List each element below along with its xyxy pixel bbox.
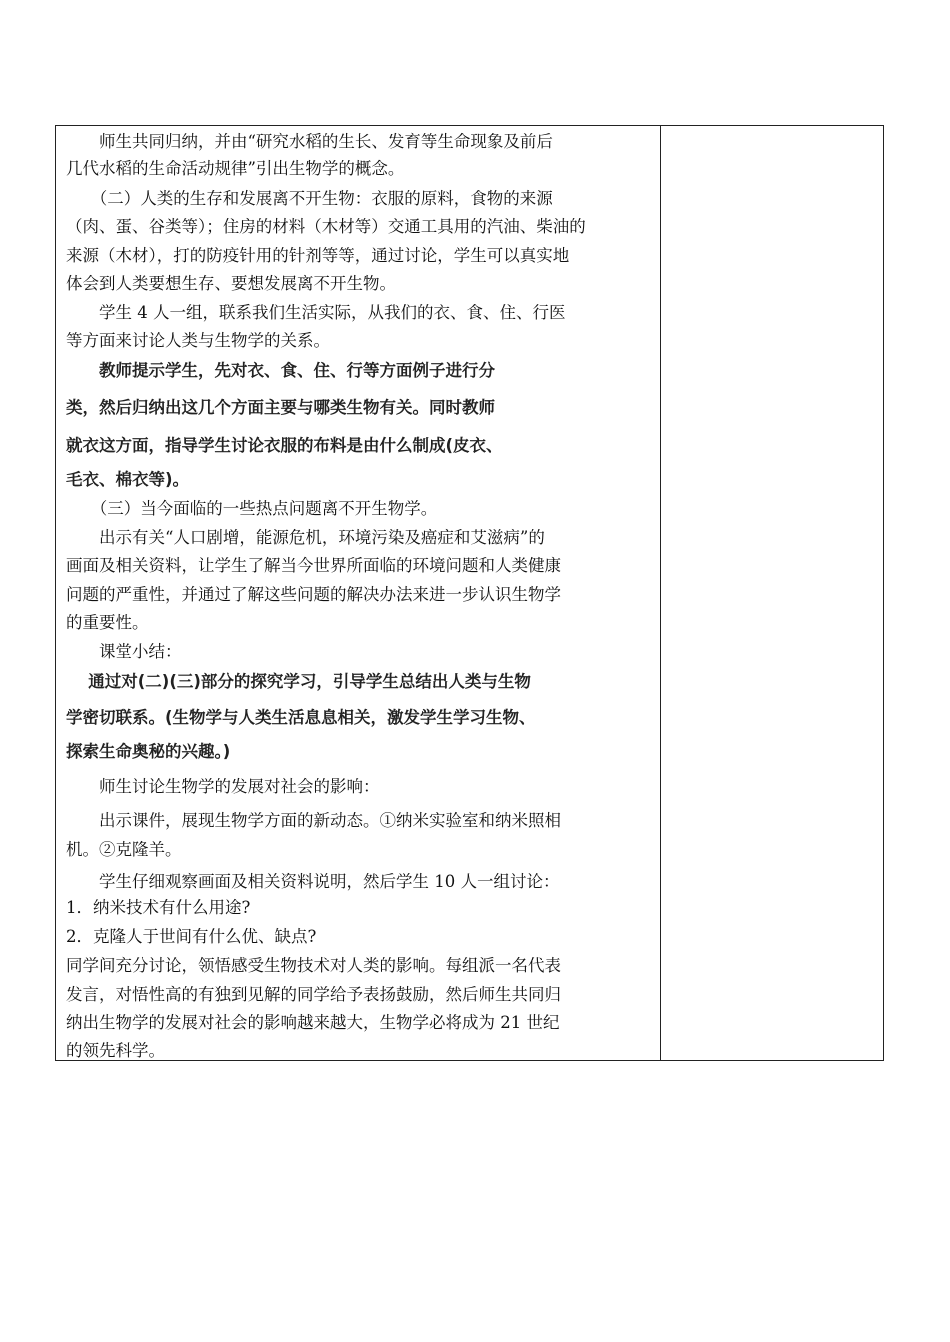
text-line: 几代水稻的生命活动规律”引出生物学的概念。	[66, 159, 405, 178]
text-line: 学密切联系。(生物学与人类生活息息相关，激发学生学习生物、	[66, 708, 536, 727]
text-line: 师生共同归纳，并由“研究水稻的生长、发育等生命现象及前后	[66, 132, 553, 151]
text-line: 探索生命奥秘的兴趣。)	[66, 742, 231, 761]
text-line: （肉、蛋、谷类等）；住房的材料（木材等）交通工具用的汽油、柴油的	[66, 217, 586, 236]
text-line: 体会到人类要想生存、要想发展离不开生物。	[66, 274, 396, 293]
text-line: 的重要性。	[66, 613, 149, 632]
text-line: 发言，对悟性高的有独到见解的同学给予表扬鼓励，然后师生共同归	[66, 985, 561, 1004]
text-line: 同学间充分讨论，领悟感受生物技术对人类的影响。每组派一名代表	[66, 956, 561, 975]
text-line: 画面及相关资料，让学生了解当今世界所面临的环境问题和人类健康	[66, 556, 561, 575]
text-line: 通过对(二)(三)部分的探究学习，引导学生总结出人类与生物	[66, 672, 531, 691]
text-line: 问题的严重性，并通过了解这些问题的解决办法来进一步认识生物学	[66, 585, 561, 604]
text-line: 的领先科学。	[66, 1041, 165, 1060]
text-line: 2．克隆人于世间有什么优、缺点?	[66, 927, 317, 946]
notes-column-cell	[661, 126, 883, 1060]
text-line: 出示有关“人口剧增，能源危机，环境污染及癌症和艾滋病”的	[66, 528, 545, 547]
text-line: 学生仔细观察画面及相关资料说明，然后学生 10 人一组讨论：	[66, 872, 560, 891]
text-line: 机。②克隆羊。	[66, 840, 182, 859]
text-line: 课堂小结：	[66, 642, 182, 661]
text-line: 出示课件，展现生物学方面的新动态。①纳米实验室和纳米照相	[66, 811, 561, 830]
text-line: 纳出生物学的发展对社会的影响越来越大，生物学必将成为 21 世纪	[66, 1013, 560, 1032]
text-line: 毛衣、棉衣等)。	[66, 470, 190, 489]
text-line: 学生 4 人一组，联系我们生活实际，从我们的衣、食、住、行医	[66, 303, 566, 322]
text-line: 来源（木材），打的防疫针用的针剂等等，通过讨论，学生可以真实地	[66, 246, 570, 265]
text-line: 1．纳米技术有什么用途?	[66, 898, 251, 917]
text-line: 师生讨论生物学的发展对社会的影响：	[66, 777, 380, 796]
text-line: （二）人类的生存和发展离不开生物：衣服的原料，食物的来源	[66, 189, 553, 208]
text-line: 等方面来讨论人类与生物学的关系。	[66, 331, 330, 350]
lesson-table	[55, 125, 884, 1061]
text-line: 就衣这方面，指导学生讨论衣服的布料是由什么制成(皮衣、	[66, 436, 503, 455]
text-line: 教师提示学生，先对衣、食、住、行等方面例子进行分	[66, 361, 495, 380]
text-line: 类，然后归纳出这几个方面主要与哪类生物有关。同时教师	[66, 398, 495, 417]
text-line: （三）当今面临的一些热点问题离不开生物学。	[66, 499, 438, 518]
